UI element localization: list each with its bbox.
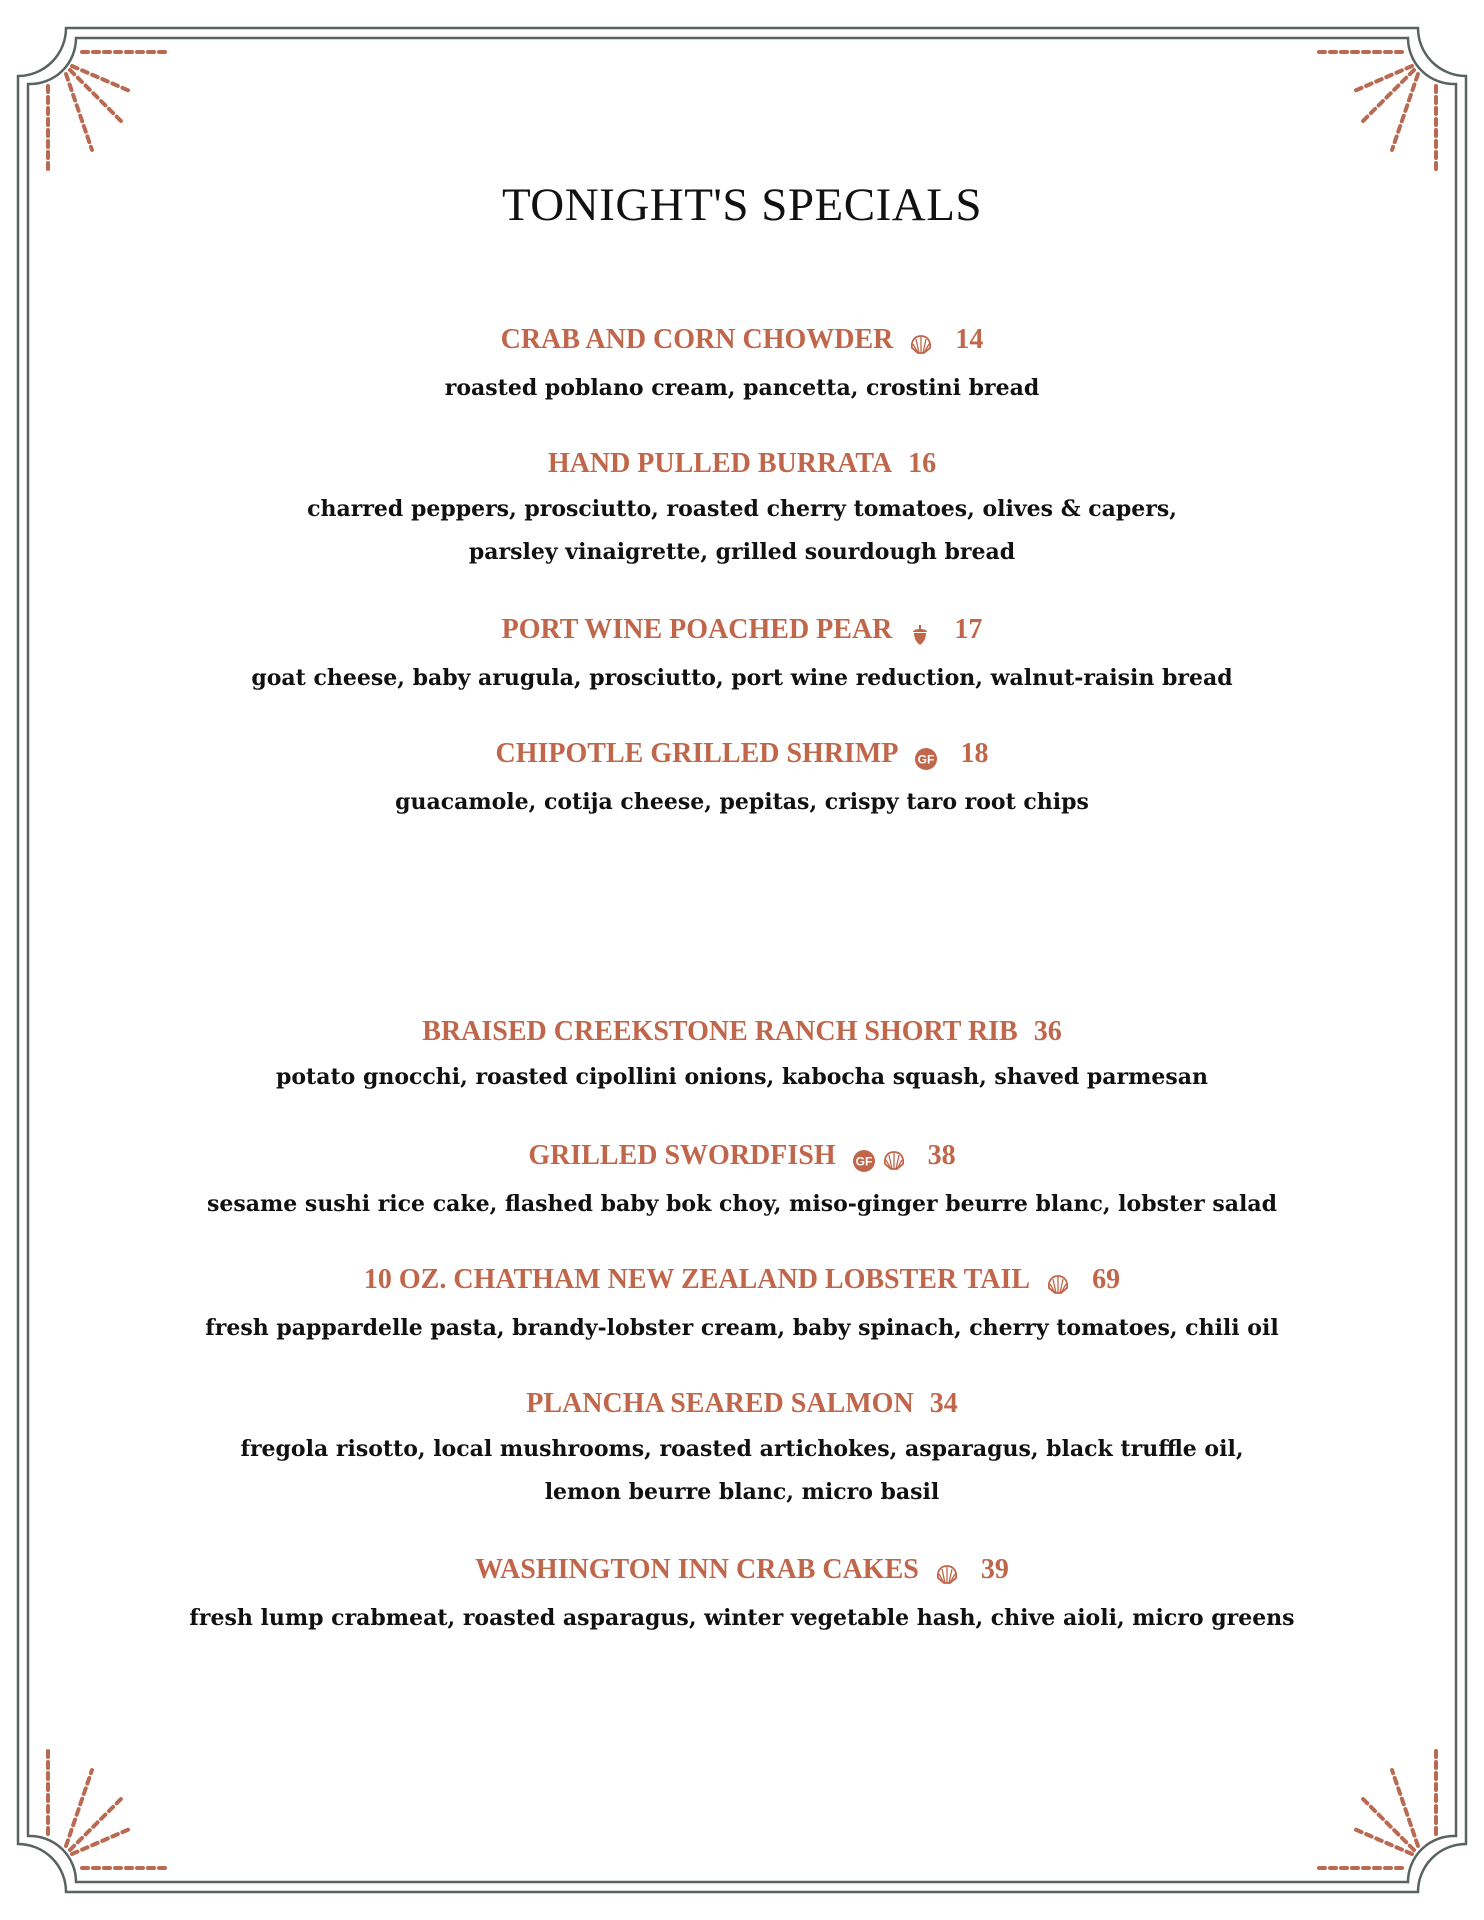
item-description xyxy=(0,1597,1484,1640)
item-heading xyxy=(0,1014,1484,1050)
corner-ornament-bottom-right xyxy=(1314,1750,1436,1868)
description-line: goat cheese, baby arugula, prosciutto, port wine reduction, walnut-raisin bread xyxy=(251,665,1233,691)
item-name: 10 OZ. CHATHAM NEW ZEALAND LOBSTER TAIL xyxy=(363,1264,1031,1295)
item-icons xyxy=(909,325,939,361)
item-description xyxy=(0,1428,1484,1514)
item-description xyxy=(0,1307,1484,1350)
item-heading xyxy=(0,1138,1484,1177)
item-price: 34 xyxy=(929,1388,958,1419)
item-name: WASHINGTON INN CRAB CAKES xyxy=(475,1554,919,1585)
item-heading xyxy=(0,1262,1484,1301)
item-icons xyxy=(935,1555,965,1591)
shell-icon xyxy=(909,333,933,357)
acorn-icon xyxy=(908,623,932,647)
item-price: 38 xyxy=(927,1140,956,1171)
shell-icon xyxy=(882,1149,906,1173)
description-line: sesame sushi rice cake, flashed baby bok choy, miso-ginger beurre blanc, lobster salad xyxy=(206,1191,1278,1217)
corner-ornament-top-right xyxy=(1314,52,1436,170)
shell-icon xyxy=(935,1563,959,1587)
menu-item xyxy=(0,1552,1484,1640)
menu-item xyxy=(0,322,1484,410)
item-heading xyxy=(0,1552,1484,1591)
description-line: fresh lump crabmeat, roasted asparagus, winter vegetable hash, chive aioli, micro greens xyxy=(189,1605,1295,1631)
corner-ornament-top-left xyxy=(48,52,170,170)
menu-item xyxy=(0,1262,1484,1350)
item-description xyxy=(0,1056,1484,1099)
item-price: 69 xyxy=(1092,1264,1121,1295)
item-name: HAND PULLED BURRATA xyxy=(547,448,893,479)
description-line: parsley vinaigrette, grilled sourdough bread xyxy=(468,539,1016,565)
item-icons xyxy=(908,615,938,651)
item-name: PORT WINE POACHED PEAR xyxy=(501,614,893,645)
item-name: PLANCHA SEARED SALMON xyxy=(526,1388,914,1419)
item-price: 36 xyxy=(1033,1016,1062,1047)
item-name: GRILLED SWORDFISH xyxy=(528,1140,836,1171)
description-line: potato gnocchi, roasted cipollini onions, kabocha squash, shaved parmesan xyxy=(275,1064,1209,1090)
item-description xyxy=(0,657,1484,700)
menu-item xyxy=(0,736,1484,824)
description-line: lemon beurre blanc, micro basil xyxy=(544,1479,940,1505)
item-description xyxy=(0,488,1484,574)
item-icons xyxy=(1046,1265,1076,1301)
item-name: BRAISED CREEKSTONE RANCH SHORT RIB xyxy=(422,1016,1018,1047)
menu-item xyxy=(0,1386,1484,1514)
gluten-free-icon xyxy=(914,747,938,771)
item-price: 16 xyxy=(908,448,937,479)
gluten-free-icon xyxy=(852,1149,876,1173)
shell-icon xyxy=(1046,1273,1070,1297)
description-line: fresh pappardelle pasta, brandy-lobster cream, baby spinach, cherry tomatoes, chili oil xyxy=(205,1315,1279,1341)
description-line: charred peppers, prosciutto, roasted cherry tomatoes, olives & capers, xyxy=(307,496,1177,522)
corner-ornament-bottom-left xyxy=(48,1750,170,1868)
item-description xyxy=(0,367,1484,410)
item-description xyxy=(0,1183,1484,1226)
item-price: 18 xyxy=(960,738,989,769)
description-line: fregola risotto, local mushrooms, roasted artichokes, asparagus, black truffle oil, xyxy=(240,1436,1244,1462)
item-heading xyxy=(0,446,1484,482)
item-heading xyxy=(0,736,1484,775)
menu-item xyxy=(0,612,1484,700)
item-heading xyxy=(0,322,1484,361)
menu-item xyxy=(0,1138,1484,1226)
description-line: roasted poblano cream, pancetta, crostini bread xyxy=(444,375,1040,401)
item-price: 39 xyxy=(980,1554,1009,1585)
item-heading xyxy=(0,1386,1484,1422)
item-name: CRAB AND CORN CHOWDER xyxy=(500,324,894,355)
page-title: TONIGHT'S SPECIALS xyxy=(501,179,983,231)
item-icons xyxy=(852,1141,912,1177)
menu-item xyxy=(0,446,1484,574)
menu-item xyxy=(0,1014,1484,1099)
item-price: 17 xyxy=(954,614,983,645)
item-heading xyxy=(0,612,1484,651)
item-price: 14 xyxy=(955,324,984,355)
item-description xyxy=(0,781,1484,824)
item-name: CHIPOTLE GRILLED SHRIMP xyxy=(495,738,899,769)
description-line: guacamole, cotija cheese, pepitas, crispy taro root chips xyxy=(395,789,1089,815)
item-icons xyxy=(914,739,944,775)
